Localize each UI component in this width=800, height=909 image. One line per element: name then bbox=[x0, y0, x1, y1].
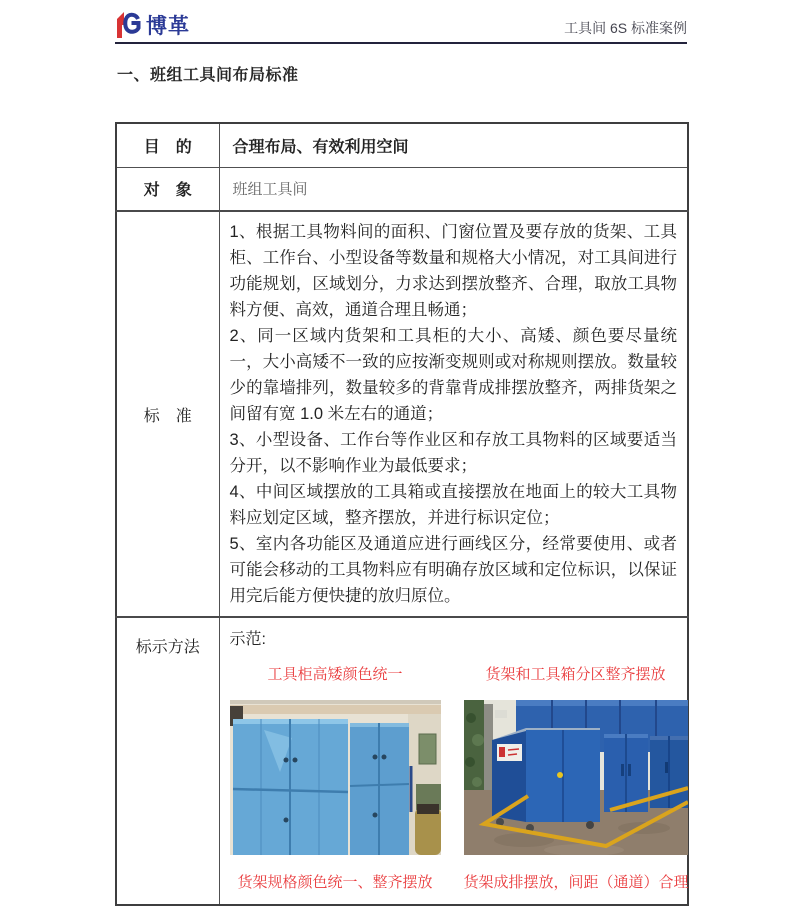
marking-label: 标示方法 bbox=[116, 617, 219, 905]
standard-item-5: 5、室内各功能区及通道应进行画线区分，经常要使用、或者可能会移动的工具物料应有明确存放区域和定位标识，以保证用完后能方便快捷的放归原位。 bbox=[229, 535, 677, 605]
marking-value bbox=[219, 617, 688, 905]
object-label: 对 象 bbox=[116, 167, 219, 211]
figure-caption-top: 工具柜高矮颜色统一 bbox=[267, 666, 403, 683]
table-row-marking bbox=[116, 617, 688, 905]
standards-table bbox=[115, 122, 689, 906]
purpose-value: 合理布局、有效利用空间 bbox=[219, 123, 688, 167]
shelves-floor-lines-photo bbox=[464, 700, 688, 855]
boge-logo-icon bbox=[115, 10, 141, 40]
demo-figures bbox=[230, 663, 689, 892]
table-row-standard bbox=[116, 211, 688, 617]
standard-item-3: 3、小型设备、工作台等作业区和存放工具物料的区域要适当分开，以不影响作业为最低要求； bbox=[229, 431, 677, 475]
purpose-label: 目 的 bbox=[116, 123, 219, 167]
tool-cabinets-photo bbox=[230, 700, 441, 855]
standard-item-1: 1、根据工具物料间的面积、门窗位置及要存放的货架、工具柜、工作台、小型设备等数量和规格大小情况，对工具间进行功能规划，区域划分，力求达到摆放整齐、合理，取放工具物料方便、高效，通道合理且畅通； bbox=[229, 223, 677, 319]
figure-tool-cabinets bbox=[230, 663, 441, 892]
figure-shelf-row bbox=[464, 663, 688, 892]
demo-label: 示范: bbox=[229, 631, 266, 648]
figure-caption-bottom: 货架成排摆放，间距（通道）合理 bbox=[463, 874, 689, 891]
brand-name: 博革 bbox=[146, 15, 190, 38]
table-row-purpose bbox=[116, 123, 688, 167]
standard-item-2: 2、同一区域内货架和工具柜的大小、高矮、颜色要尽量统一，大小高矮不一致的应按渐变规则或对称规则摆放。数量较少的靠墙排列，数量较多的背靠背成排摆放整齐，两排货架之间留有宽 1.0 米左右的通道； bbox=[229, 327, 677, 423]
doc-label: 工具间 6S 标准案例 bbox=[564, 20, 687, 36]
object-value: 班组工具间 bbox=[219, 167, 688, 211]
standard-item-4: 4、中间区域摆放的工具箱或直接摆放在地面上的较大工具物料应划定区域，整齐摆放，并进行标识定位； bbox=[229, 483, 677, 527]
table-row-object bbox=[116, 167, 688, 211]
page-title: 一、班组工具间布局标准 bbox=[117, 67, 299, 84]
standard-value bbox=[219, 211, 688, 617]
standard-label: 标 准 bbox=[116, 211, 219, 617]
page-header bbox=[115, 8, 687, 42]
standard-items bbox=[230, 219, 678, 609]
header-divider bbox=[115, 42, 687, 44]
brand-logo bbox=[115, 10, 190, 40]
figure-caption-top: 货架和工具箱分区整齐摆放 bbox=[485, 666, 666, 683]
figure-caption-bottom: 货架规格颜色统一、整齐摆放 bbox=[237, 874, 433, 891]
